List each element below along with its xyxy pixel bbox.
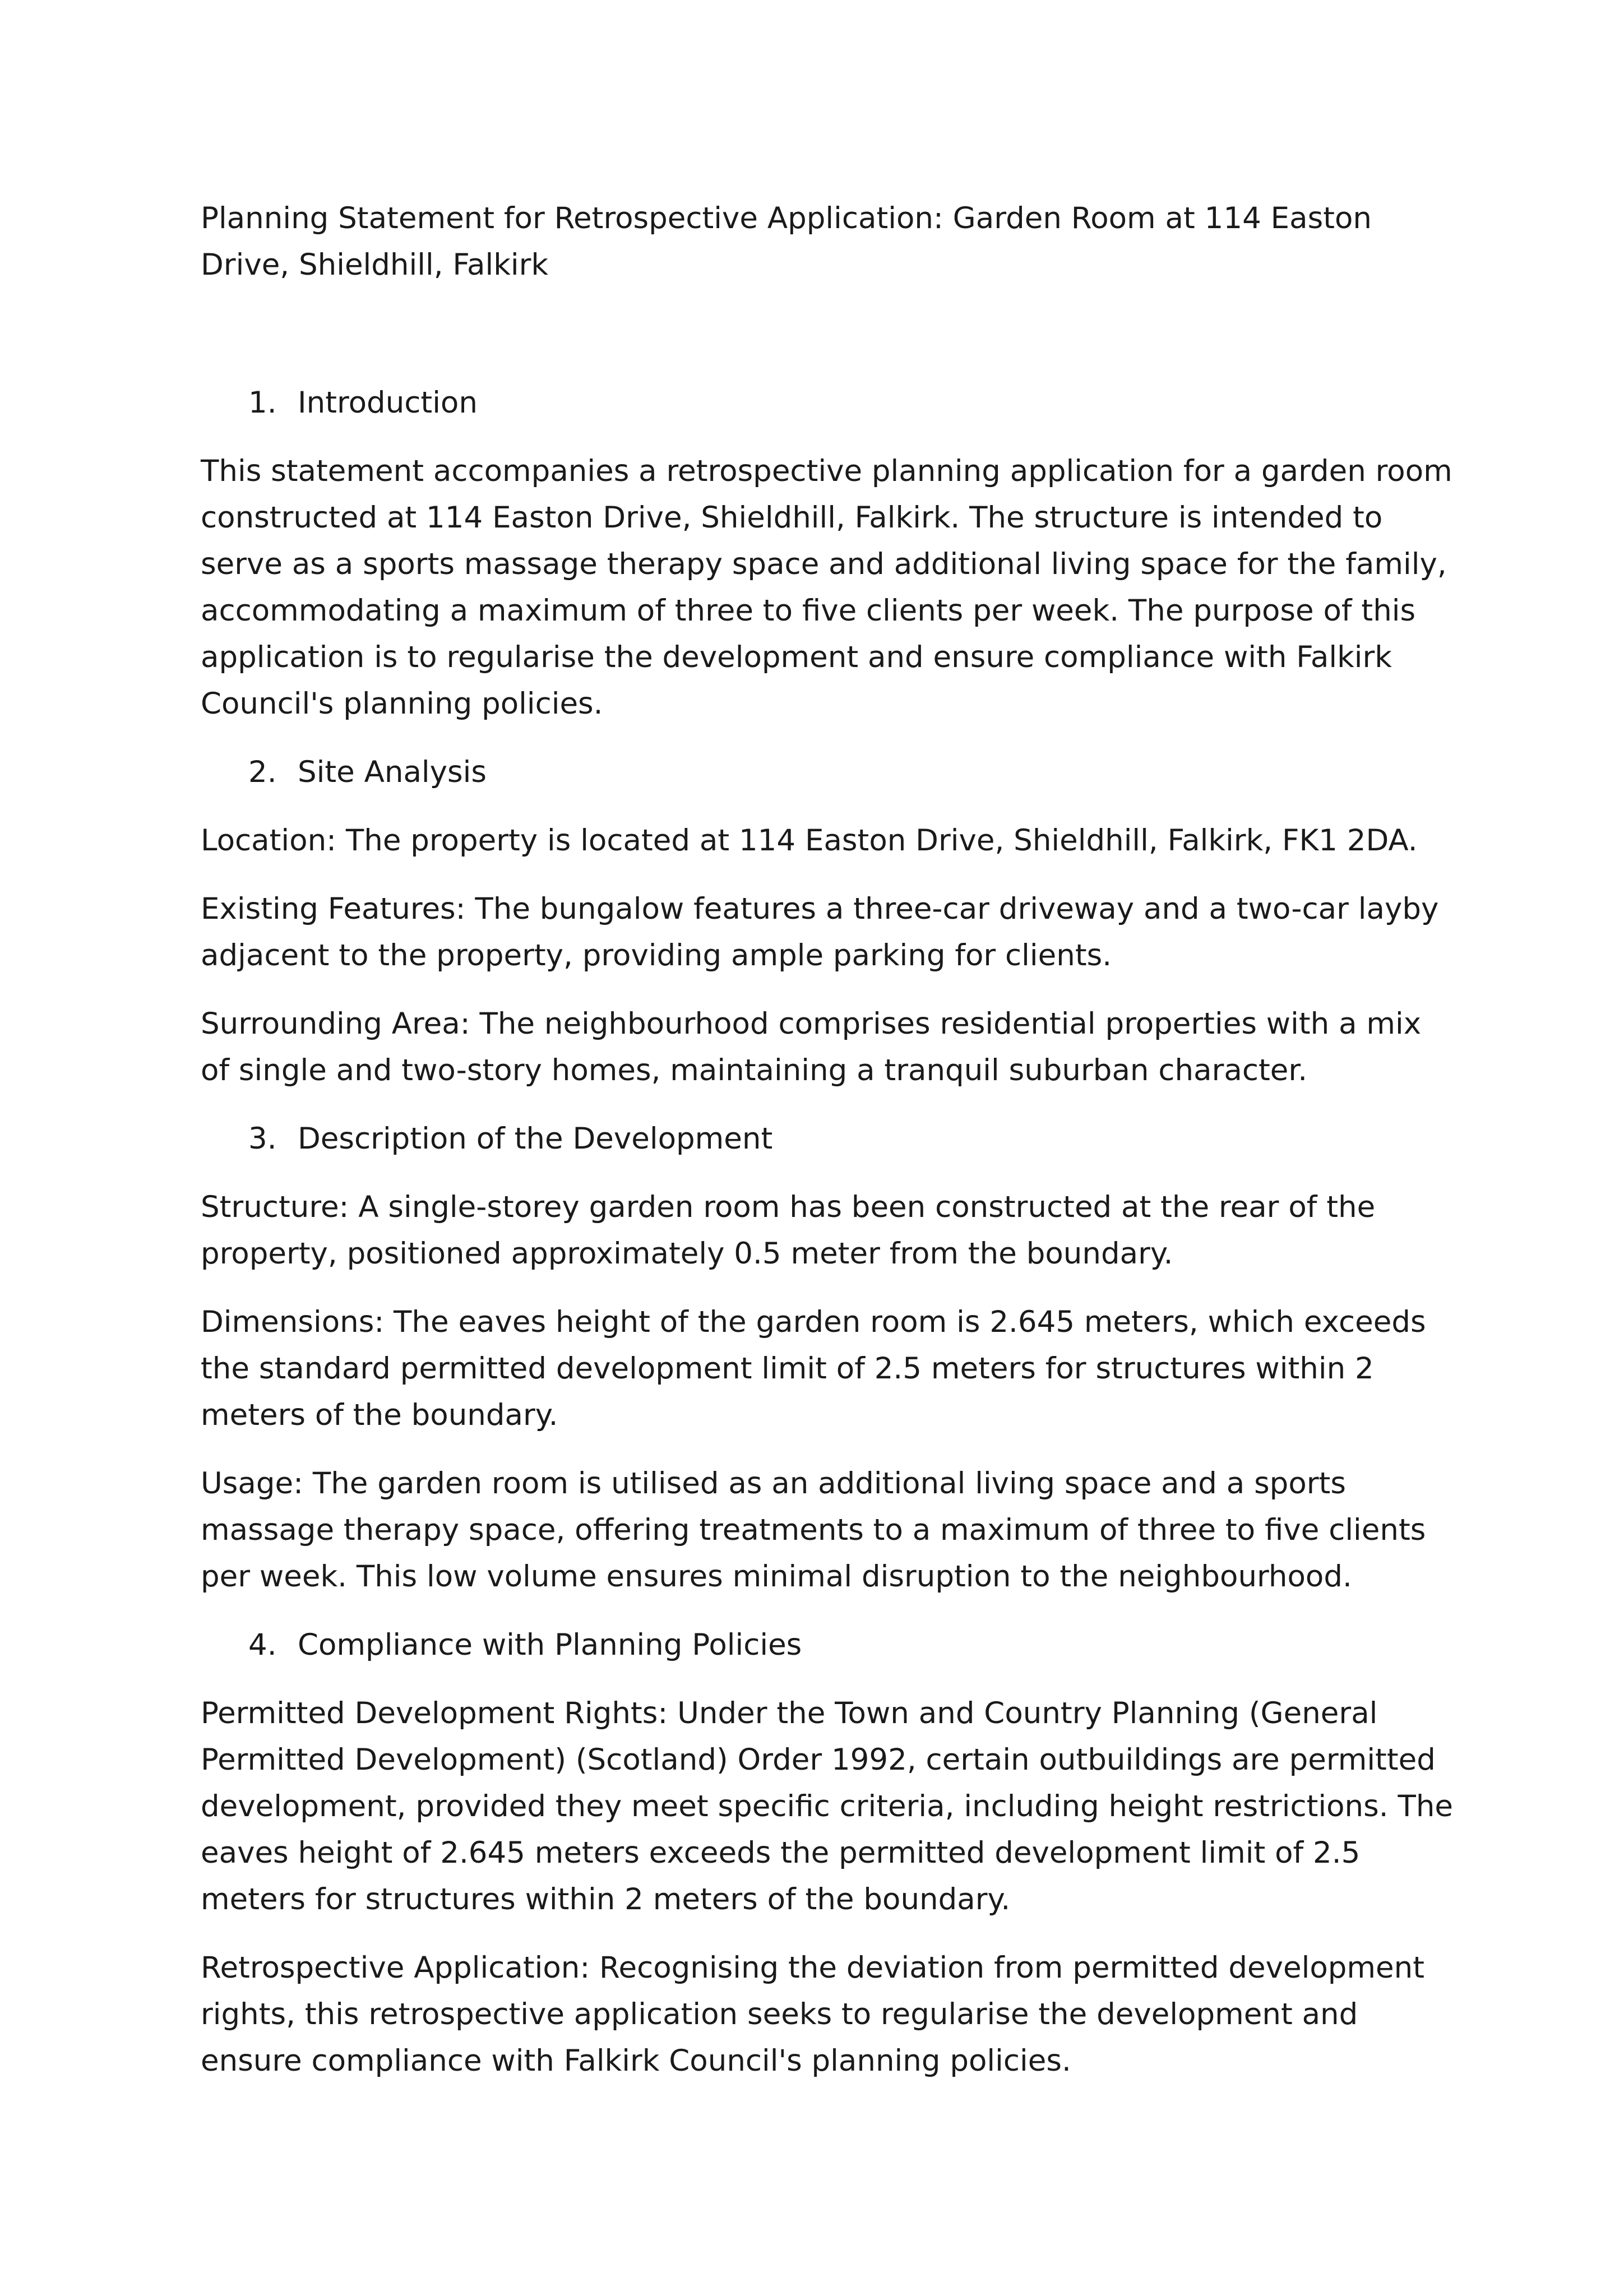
section-title: Site Analysis <box>298 755 487 789</box>
section-title: Compliance with Planning Policies <box>298 1628 802 1662</box>
section-number: 4. <box>248 1628 277 1662</box>
section-title: Description of the Development <box>298 1122 773 1156</box>
document-title: Planning Statement for Retrospective Application: Garden Room at 114 Easton Drive, Shieldhill, Falkirk <box>201 201 1372 282</box>
section-title: Introduction <box>298 386 478 420</box>
document-body <box>201 195 1456 2106</box>
spacer <box>201 288 1456 379</box>
paragraph: Structure: A single-storey garden room has been constructed at the rear of the property, positioned approximately 0.5 meter from the boundary. <box>201 1190 1376 1271</box>
section-heading-site-analysis <box>201 749 1456 795</box>
section-number: 3. <box>248 1122 277 1156</box>
paragraph: Surrounding Area: The neighbourhood comprises residential properties with a mix of single and two-story homes, maintaining a tranquil suburban character. <box>201 1007 1422 1087</box>
paragraph: Location: The property is located at 114 Easton Drive, Shieldhill, Falkirk, FK1 2DA. <box>201 823 1418 858</box>
paragraph: Retrospective Application: Recognising the deviation from permitted development rights, this retrospective application seeks to regularise the development and ensure compliance with Falkirk Council's planning policies. <box>201 1951 1424 2078</box>
section-heading-introduction <box>201 379 1456 426</box>
section-heading-compliance <box>201 1622 1456 1668</box>
section-number: 2. <box>248 755 277 789</box>
section-heading-description <box>201 1115 1456 1162</box>
paragraph: This statement accompanies a retrospective planning application for a garden room constructed at 114 Easton Drive, Shieldhill, Falkirk. The structure is intended to serve as a sports massage therapy space and additional living space for the family, accommodating a maximum of three to five clients per week. The purpose of this application is to regularise the development and ensure compliance with Falkirk Council's planning policies. <box>201 454 1452 721</box>
paragraph: Dimensions: The eaves height of the garden room is 2.645 meters, which exceeds the standard permitted development limit of 2.5 meters for structures within 2 meters of the boundary. <box>201 1305 1426 1432</box>
section-number: 1. <box>248 386 277 420</box>
paragraph: Usage: The garden room is utilised as an additional living space and a sports massage therapy space, offering treatments to a maximum of three to five clients per week. This low volume ensures minimal disruption to the neighbourhood. <box>201 1466 1426 1594</box>
paragraph: Permitted Development Rights: Under the Town and Country Planning (General Permitted Development) (Scotland) Order 1992, certain outbuildings are permitted development, provided they meet specific criteria, including height restrictions. The eaves height of 2.645 meters exceeds the permitted development limit of 2.5 meters for structures within 2 meters of the boundary. <box>201 1696 1454 1917</box>
paragraph: Existing Features: The bungalow features a three-car driveway and a two-car layby adjacent to the property, providing ample parking for clients. <box>201 892 1439 973</box>
